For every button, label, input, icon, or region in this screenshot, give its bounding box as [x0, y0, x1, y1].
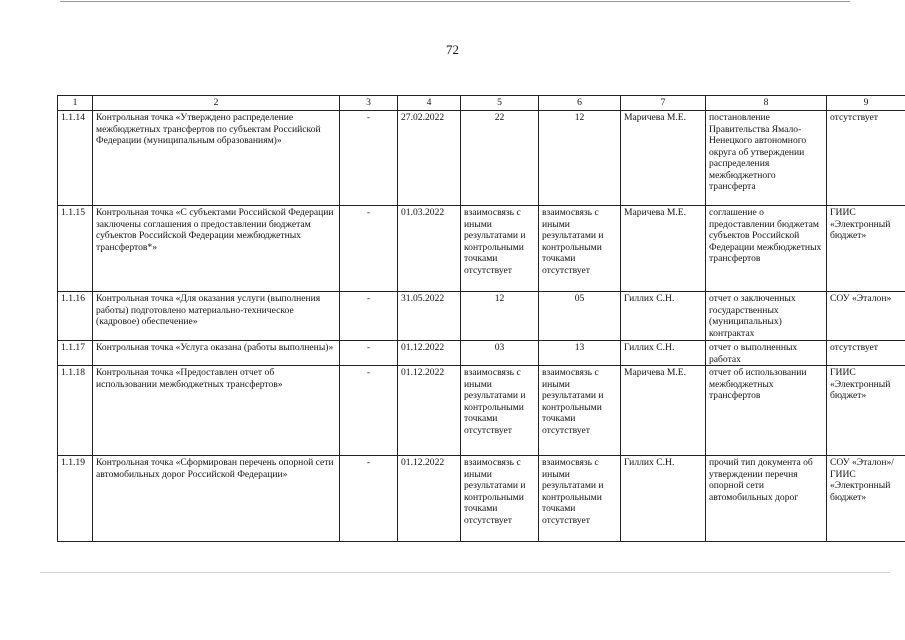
cell-col6: 05 [539, 292, 621, 341]
cell-col5: взаимосвязь с иными результатами и контрольными точками отсутствует [461, 366, 539, 456]
responsible-cell: Маричева М.Е. [621, 111, 706, 206]
cell-col3: - [340, 456, 398, 542]
row-number-cell: 1.1.18 [58, 366, 93, 456]
row-number-cell: 1.1.19 [58, 456, 93, 542]
responsible-cell: Гиллих С.Н. [621, 341, 706, 366]
date-cell: 01.12.2022 [398, 456, 461, 542]
document-cell: отчет о выполненных работах [706, 341, 827, 366]
table-row [58, 456, 905, 542]
row-number-cell: 1.1.16 [58, 292, 93, 341]
table-row [58, 341, 905, 366]
header-cell: 2 [93, 96, 340, 111]
cell-col5: 03 [461, 341, 539, 366]
cell-col5: взаимосвязь с иными результатами и контрольными точками отсутствует [461, 206, 539, 292]
control-point-cell: Контрольная точка «Для оказания услуги (выполнения работы) подготовлено материально-техническое (кадровое) обеспечение» [93, 292, 340, 341]
date-cell: 27.02.2022 [398, 111, 461, 206]
scan-artifact-top-line [60, 1, 850, 2]
date-cell: 31.05.2022 [398, 292, 461, 341]
document-cell: соглашение о предоставлении бюджетам субъектов Российской Федерации межбюджетных трансфертов [706, 206, 827, 292]
header-cell: 3 [340, 96, 398, 111]
cell-col3: - [340, 366, 398, 456]
table-row [58, 206, 905, 292]
control-point-cell: Контрольная точка «Сформирован перечень опорной сети автомобильных дорог Российской Федерации» [93, 456, 340, 542]
table-row [58, 111, 905, 206]
control-point-cell: Контрольная точка «Предоставлен отчет об использовании межбюджетных трансфертов» [93, 366, 340, 456]
responsible-cell: Гиллих С.Н. [621, 456, 706, 542]
control-point-cell: Контрольная точка «Утверждено распределение межбюджетных трансфертов по субъектам Российской Федерации (муниципальным образованиям)» [93, 111, 340, 206]
header-cell: 5 [461, 96, 539, 111]
cell-col6: 12 [539, 111, 621, 206]
table-row [58, 366, 905, 456]
responsible-cell: Гиллих С.Н. [621, 292, 706, 341]
responsible-cell: Маричева М.Е. [621, 366, 706, 456]
date-cell: 01.03.2022 [398, 206, 461, 292]
document-cell: постановление Правительства Ямало-Ненецкого автономного округа об утверждении распределения межбюджетного трансферта [706, 111, 827, 206]
cell-col3: - [340, 341, 398, 366]
cell-col5: 12 [461, 292, 539, 341]
header-cell: 7 [621, 96, 706, 111]
header-cell: 4 [398, 96, 461, 111]
cell-col3: - [340, 111, 398, 206]
row-number-cell: 1.1.14 [58, 111, 93, 206]
document-cell: прочий тип документа об утверждении перечня опорной сети автомобильных дорог [706, 456, 827, 542]
cell-col3: - [340, 206, 398, 292]
date-cell: 01.12.2022 [398, 341, 461, 366]
page-number: 72 [446, 42, 459, 57]
cell-col5: взаимосвязь с иными результатами и контрольными точками отсутствует [461, 456, 539, 542]
system-cell: отсутствует [827, 341, 905, 366]
header-cell: 1 [58, 96, 93, 111]
system-cell: отсутствует [827, 111, 905, 206]
document-cell: отчет об использовании межбюджетных трансфертов [706, 366, 827, 456]
cell-col6: 13 [539, 341, 621, 366]
scan-artifact-bottom-line [40, 572, 890, 573]
system-cell: ГИИС «Электронный бюджет» [827, 366, 905, 456]
header-cell: 6 [539, 96, 621, 111]
cell-col6: взаимосвязь с иными результатами и контрольными точками отсутствует [539, 366, 621, 456]
system-cell: ГИИС «Электронный бюджет» [827, 206, 905, 292]
system-cell: СОУ «Эталон» [827, 292, 905, 341]
table-header-row [58, 96, 905, 111]
cell-col6: взаимосвязь с иными результатами и контрольными точками отсутствует [539, 456, 621, 542]
header-cell: 9 [827, 96, 905, 111]
row-number-cell: 1.1.15 [58, 206, 93, 292]
table-row [58, 292, 905, 341]
header-cell: 8 [706, 96, 827, 111]
document-cell: отчет о заключенных государственных (муниципальных) контрактах [706, 292, 827, 341]
control-point-cell: Контрольная точка «Услуга оказана (работы выполнены)» [93, 341, 340, 366]
date-cell: 01.12.2022 [398, 366, 461, 456]
row-number-cell: 1.1.17 [58, 341, 93, 366]
cell-col3: - [340, 292, 398, 341]
system-cell: СОУ «Эталон»/ ГИИС «Электронный бюджет» [827, 456, 905, 542]
cell-col5: 22 [461, 111, 539, 206]
responsible-cell: Маричева М.Е. [621, 206, 706, 292]
control-point-cell: Контрольная точка «С субъектами Российской Федерации заключены соглашения о предоставлении бюджетам субъектов Российской Федерации межбюджетных трансфертов*» [93, 206, 340, 292]
cell-col6: взаимосвязь с иными результатами и контрольными точками отсутствует [539, 206, 621, 292]
data-table [57, 95, 905, 542]
